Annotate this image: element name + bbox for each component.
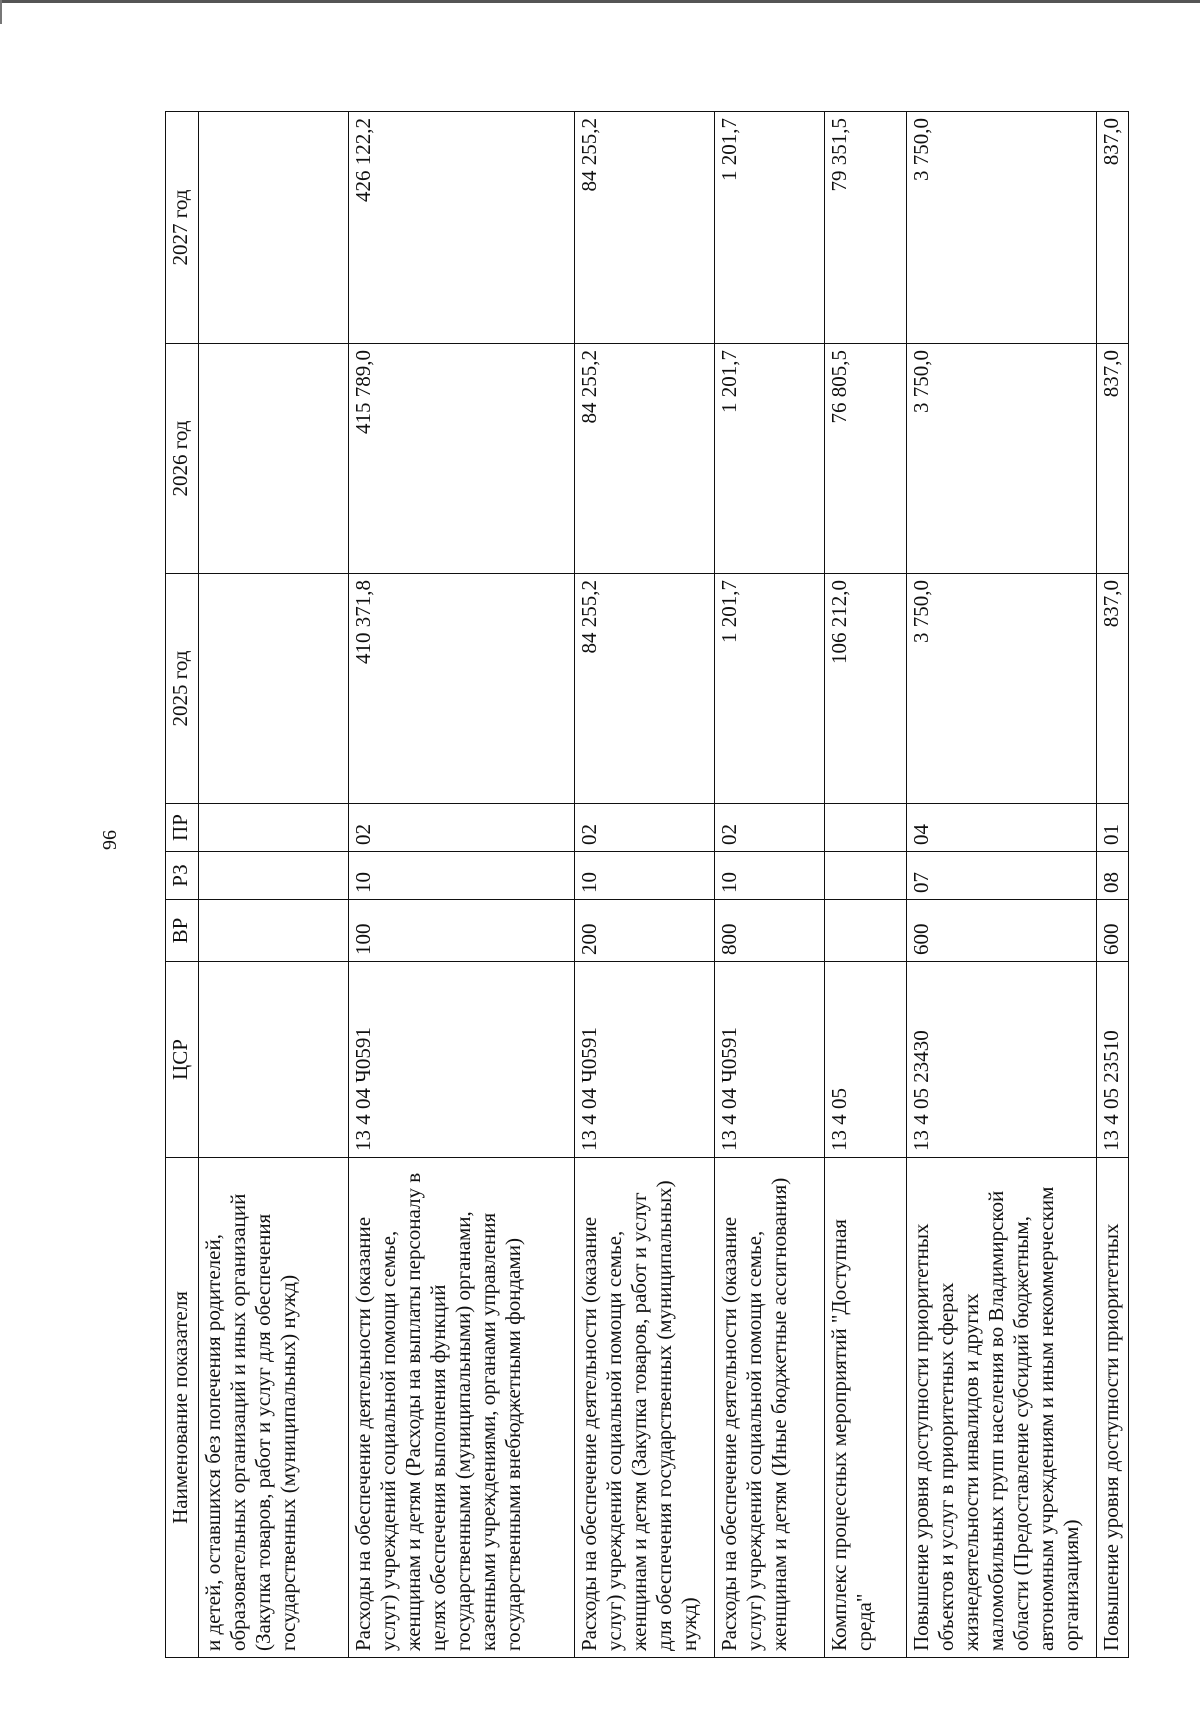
header-2026: 2026 год <box>166 344 199 574</box>
row-2025: 410 371,8 <box>349 574 575 804</box>
row-2026: 3 750,0 <box>907 344 1097 574</box>
rotated-table-wrapper <box>165 112 1129 1658</box>
row-csr: 13 4 05 <box>825 962 907 1158</box>
row-pr: 02 <box>575 804 715 852</box>
row-2025 <box>199 574 349 804</box>
row-vr: 200 <box>575 900 715 962</box>
row-vr <box>199 900 349 962</box>
header-row <box>166 112 199 1658</box>
row-rz <box>199 852 349 900</box>
row-2026: 76 805,5 <box>825 344 907 574</box>
row-vr: 600 <box>907 900 1097 962</box>
scan-edge-left <box>0 0 2 24</box>
row-2026: 837,0 <box>1097 344 1129 574</box>
row-csr: 13 4 04 Ч0591 <box>349 962 575 1158</box>
row-rz: 10 <box>715 852 825 900</box>
row-vr: 800 <box>715 900 825 962</box>
row-2025: 1 201,7 <box>715 574 825 804</box>
row-name: Комплекс процессных мероприятий "Доступная среда" <box>825 1158 907 1658</box>
row-name: Расходы на обеспечение деятельности (оказание услуг) учреждений социальной помощи семье, женщинам и детям (Расходы на выплаты персоналу в целях обеспечения выполнения функций государственными (муниципальными) органами, казенными учреждениями, органами управления государственными внебюджетными фондами) <box>349 1158 575 1658</box>
row-pr <box>199 804 349 852</box>
row-2027: 1 201,7 <box>715 112 825 344</box>
row-name: и детей, оставшихся без попечения родителей, образовательных организаций и иных организаций (Закупка товаров, работ и услуг для обеспечения государственных (муниципальных) нужд) <box>199 1158 349 1658</box>
page-number: 96 <box>99 830 121 850</box>
row-2027: 837,0 <box>1097 112 1129 344</box>
row-2025: 106 212,0 <box>825 574 907 804</box>
table-row <box>825 112 907 1658</box>
row-2025: 837,0 <box>1097 574 1129 804</box>
row-2026: 415 789,0 <box>349 344 575 574</box>
table-row <box>1097 112 1129 1658</box>
row-vr <box>825 900 907 962</box>
header-csr: ЦСР <box>166 962 199 1158</box>
table-row <box>349 112 575 1658</box>
row-pr: 04 <box>907 804 1097 852</box>
row-2027 <box>199 112 349 344</box>
row-2025: 3 750,0 <box>907 574 1097 804</box>
row-name: Повышение уровня доступности приоритетных <box>1097 1158 1129 1658</box>
row-rz: 10 <box>349 852 575 900</box>
row-csr: 13 4 05 23510 <box>1097 962 1129 1158</box>
header-2027: 2027 год <box>166 112 199 344</box>
row-2027: 84 255,2 <box>575 112 715 344</box>
row-2026 <box>199 344 349 574</box>
table-row <box>715 112 825 1658</box>
row-csr: 13 4 05 23430 <box>907 962 1097 1158</box>
table-row <box>199 112 349 1658</box>
table-row <box>907 112 1097 1658</box>
row-rz: 10 <box>575 852 715 900</box>
row-2027: 3 750,0 <box>907 112 1097 344</box>
row-vr: 600 <box>1097 900 1129 962</box>
row-name: Повышение уровня доступности приоритетных объектов и услуг в приоритетных сферах жизнедеятельности инвалидов и других маломобильных групп населения во Владимирской области (Предоставление субсидий бюджетным, автономным учреждениям и иным некоммерческим организациям) <box>907 1158 1097 1658</box>
row-2026: 1 201,7 <box>715 344 825 574</box>
row-vr: 100 <box>349 900 575 962</box>
table-row <box>575 112 715 1658</box>
header-vr: ВР <box>166 900 199 962</box>
row-rz: 07 <box>907 852 1097 900</box>
row-2027: 79 351,5 <box>825 112 907 344</box>
row-csr: 13 4 04 Ч0591 <box>715 962 825 1158</box>
budget-table <box>165 111 1129 1658</box>
row-rz: 08 <box>1097 852 1129 900</box>
row-pr: 02 <box>715 804 825 852</box>
row-name: Расходы на обеспечение деятельности (оказание услуг) учреждений социальной помощи семье, женщинам и детям (Закупка товаров, работ и услуг для обеспечения государственных (муниципальных) нужд) <box>575 1158 715 1658</box>
header-pr: ПР <box>166 804 199 852</box>
header-2025: 2025 год <box>166 574 199 804</box>
row-2026: 84 255,2 <box>575 344 715 574</box>
row-2027: 426 122,2 <box>349 112 575 344</box>
scan-edge-top <box>0 0 1200 3</box>
row-2025: 84 255,2 <box>575 574 715 804</box>
row-csr: 13 4 04 Ч0591 <box>575 962 715 1158</box>
row-name: Расходы на обеспечение деятельности (оказание услуг) учреждений социальной помощи семье, женщинам и детям (Иные бюджетные ассигнования) <box>715 1158 825 1658</box>
header-rz: РЗ <box>166 852 199 900</box>
row-pr <box>825 804 907 852</box>
row-csr <box>199 962 349 1158</box>
row-pr: 01 <box>1097 804 1129 852</box>
header-name: Наименование показателя <box>166 1158 199 1658</box>
row-pr: 02 <box>349 804 575 852</box>
row-rz <box>825 852 907 900</box>
